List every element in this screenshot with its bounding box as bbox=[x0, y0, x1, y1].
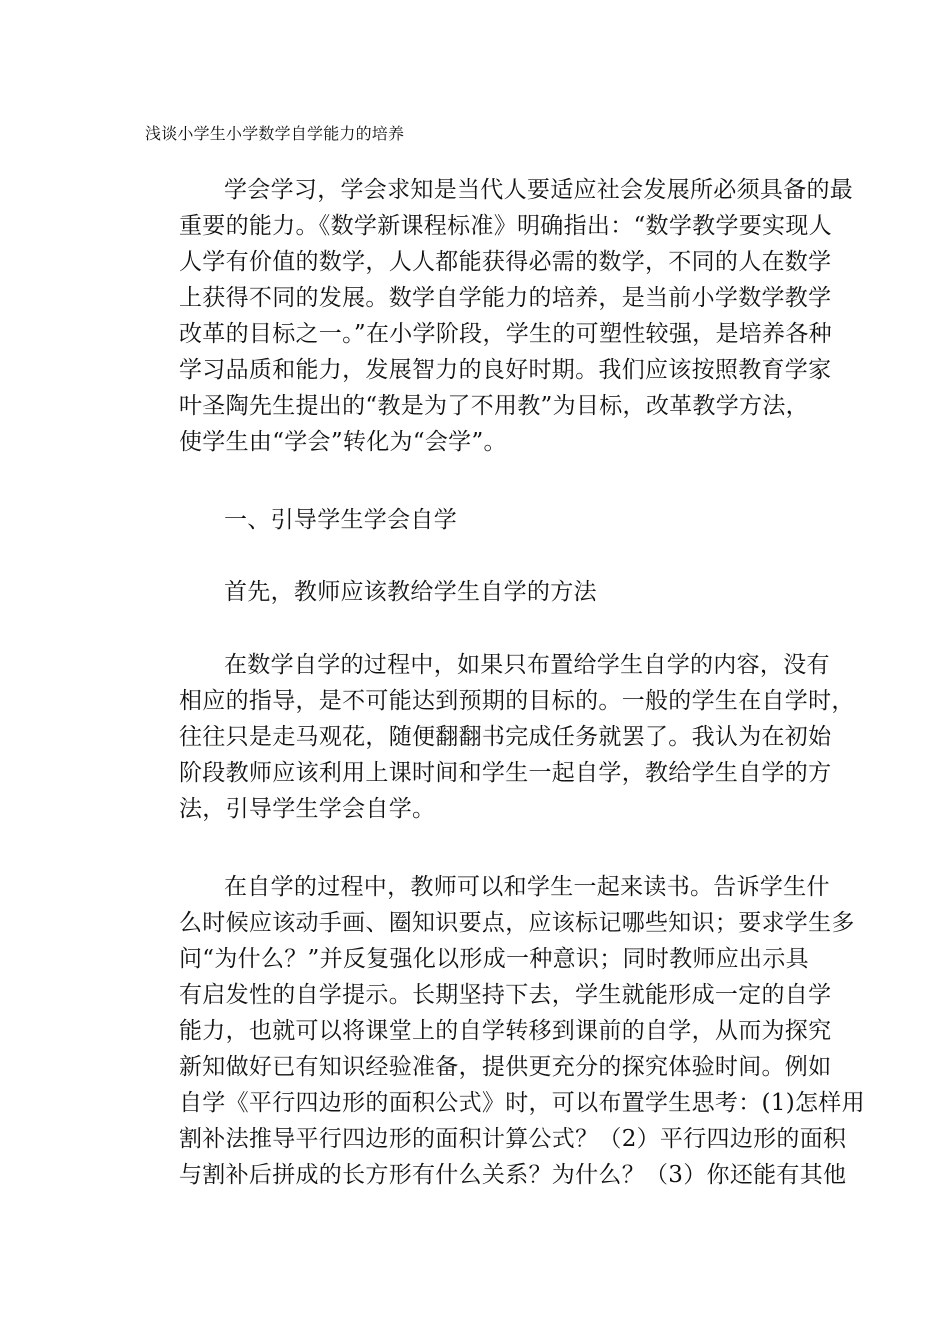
paragraph-3-line-4: 有启发性的自学提示。长期坚持下去，学生就能形成一定的自学 bbox=[179, 982, 832, 1008]
subheading: 首先，教师应该教给学生自学的方法 bbox=[224, 579, 597, 605]
paragraph-2-line-1: 在数学自学的过程中，如果只布置给学生自学的内容，没有 bbox=[224, 652, 830, 678]
section-heading: 一、引导学生学会自学 bbox=[224, 507, 457, 533]
paragraph-1-line-6: 学习品质和能力，发展智力的良好时期。我们应该按照教育学家 bbox=[179, 357, 832, 383]
paragraph-1-line-7: 叶圣陶先生提出的“教是为了不用教”为目标，改革教学方法， bbox=[179, 393, 809, 419]
paragraph-1-line-5: 改革的目标之一。”在小学阶段，学生的可塑性较强，是培养各种 bbox=[179, 321, 832, 347]
paragraph-3-line-5: 能力，也就可以将课堂上的自学转移到课前的自学，从而为探究 bbox=[179, 1018, 832, 1044]
paragraph-3-line-6: 新知做好已有知识经验准备，提供更充分的探究体验时间。例如 bbox=[179, 1054, 832, 1080]
paragraph-1-line-8: 使学生由“学会”转化为“会学”。 bbox=[179, 429, 507, 455]
paragraph-1-line-3: 人学有价值的数学，人人都能获得必需的数学，不同的人在数学 bbox=[179, 249, 832, 275]
paragraph-3-line-3: 问“为什么？”并反复强化以形成一种意识；同时教师应出示具 bbox=[179, 946, 809, 972]
document-header: 浅谈小学生小学数学自学能力的培养 bbox=[145, 124, 405, 143]
paragraph-3-line-7: 自学《平行四边形的面积公式》时，可以布置学生思考：(1)怎样用 bbox=[179, 1090, 865, 1116]
paragraph-1-line-2: 重要的能力。《数学新课程标准》明确指出：“数学教学要实现人 bbox=[179, 213, 832, 239]
paragraph-3-line-9: 与割补后拼成的长方形有什么关系？为什么？（3）你还能有其他 bbox=[179, 1162, 847, 1188]
paragraph-2-line-3: 往往只是走马观花，随便翻翻书完成任务就罢了。我认为在初始 bbox=[179, 724, 832, 750]
paragraph-2-line-2: 相应的指导，是不可能达到预期的目标的。一般的学生在自学时， bbox=[179, 688, 855, 714]
paragraph-1-line-1: 学会学习，学会求知是当代人要适应社会发展所必须具备的最 bbox=[224, 177, 854, 203]
paragraph-3-line-1: 在自学的过程中，教师可以和学生一起来读书。告诉学生什 bbox=[224, 874, 830, 900]
paragraph-2-line-5: 法，引导学生学会自学。 bbox=[179, 796, 436, 822]
paragraph-2-line-4: 阶段教师应该利用上课时间和学生一起自学，教给学生自学的方 bbox=[179, 760, 832, 786]
paragraph-3-line-2: 么时候应该动手画、圈知识要点，应该标记哪些知识；要求学生多 bbox=[179, 910, 855, 936]
paragraph-1-line-4: 上获得不同的发展。数学自学能力的培养，是当前小学数学教学 bbox=[179, 285, 832, 311]
paragraph-3-line-8: 割补法推导平行四边形的面积计算公式？（2）平行四边形的面积 bbox=[179, 1126, 847, 1152]
